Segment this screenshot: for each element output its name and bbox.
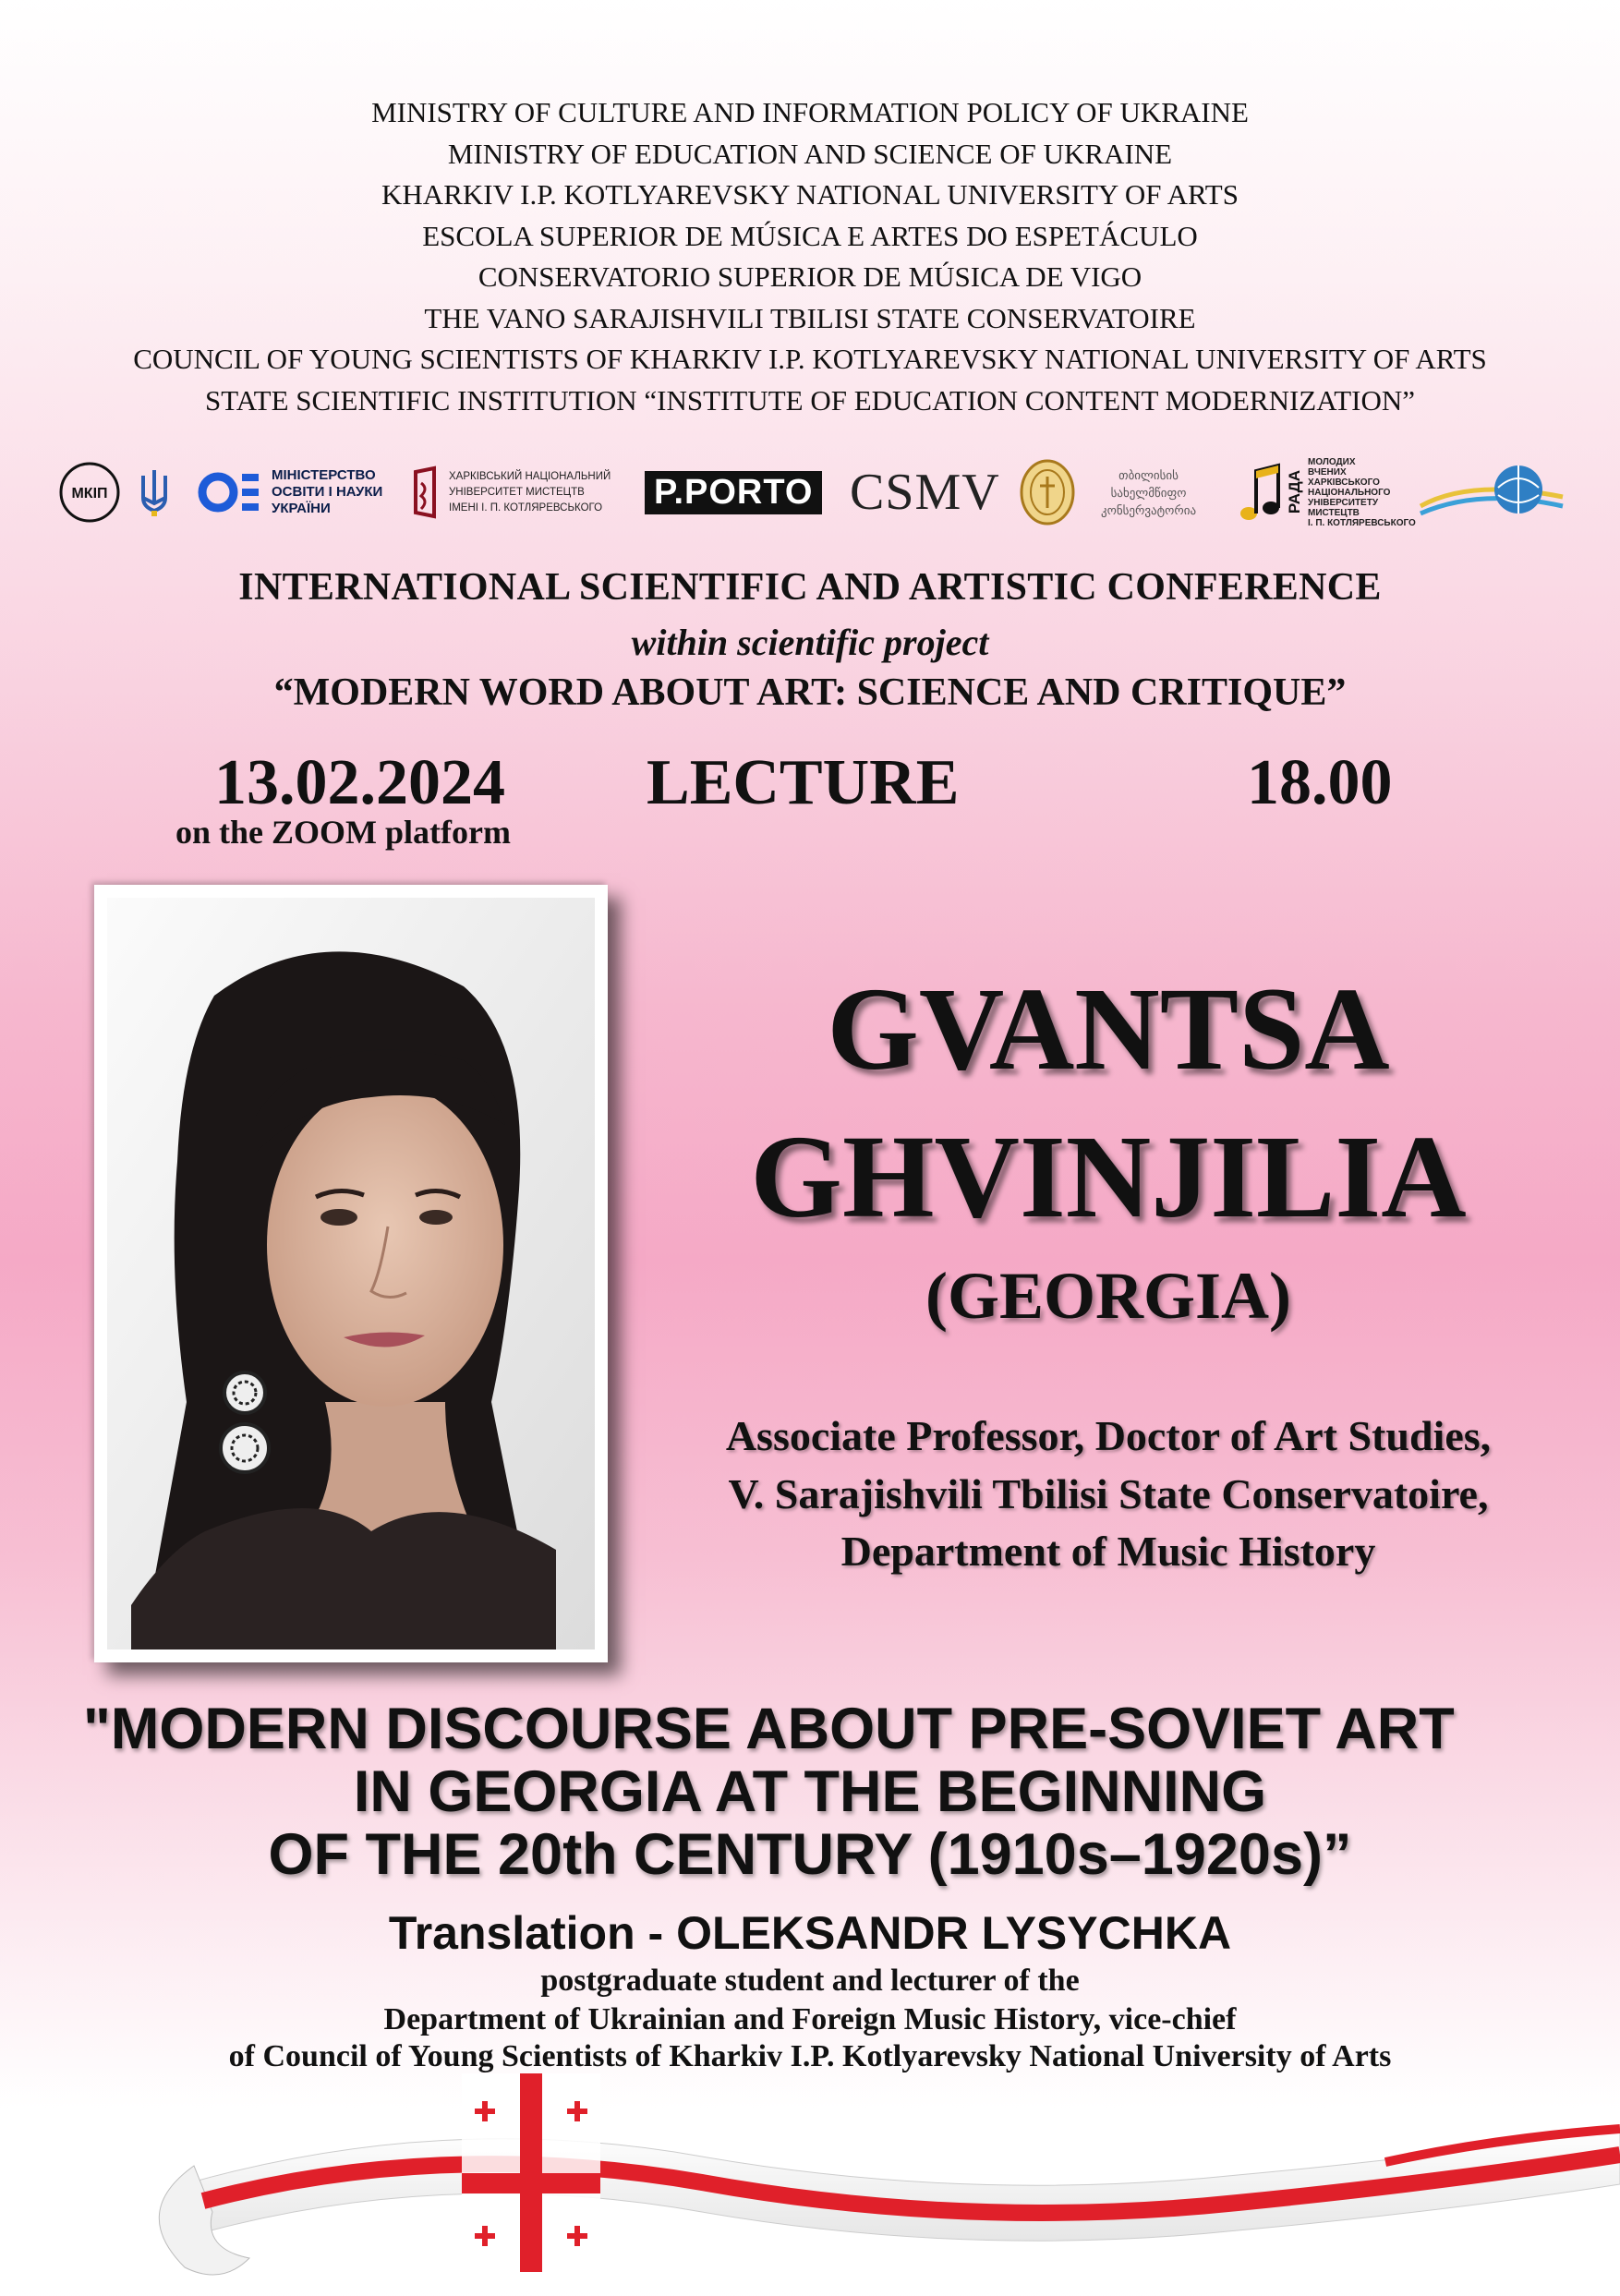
organizer-line: ESCOLA SUPERIOR DE MÚSICA E ARTES DO ESPETÁCULO [422,219,1198,252]
kharkiv-logo-line: ІМЕНІ І. П. КОТЛЯРЕВСЬКОГО [449,501,603,514]
rada-logo-line: УНІВЕРСИТЕТУ [1308,497,1379,508]
kharkiv-logo-line: ХАРКІВСЬКИЙ НАЦІОНАЛЬНИЙ [449,470,611,482]
rada-logo-line: НАЦІОНАЛЬНОГО [1308,487,1391,498]
organizer-line: STATE SCIENTIFIC INSTITUTION “INSTITUTE OF EDUCATION CONTENT MODERNIZATION” [205,383,1415,417]
speaker-position-line: Department of Music History [840,1528,1376,1575]
kharkiv-university-logo [408,451,611,534]
event-time: 18.00 [1247,747,1393,818]
event-kind: LECTURE [647,747,960,818]
georgian-flag-ribbon [0,2073,1620,2291]
csmv-logo [850,451,1000,534]
mon-logo-line: УКРАЇНИ [272,501,331,516]
project-title: “MODERN WORD ABOUT ART: SCIENCE AND CRITIQUE” [273,671,1347,714]
csmv-logo-text: CSMV [850,464,1000,521]
speaker-first-name: GVANTSA [827,963,1390,1094]
speaker-photo [94,885,608,1662]
organizer-line: COUNCIL OF YOUNG SCIENTISTS OF KHARKIV I.P. KOTLYAREVSKY NATIONAL UNIVERSITY OF ARTS [133,343,1487,375]
event-date: 13.02.2024 [214,747,505,818]
organizer-line: KHARKIV I.P. KOTLYAREVSKY NATIONAL UNIVERSITY OF ARTS [381,178,1239,211]
mon-logo-line: МІНІСТЕРСТВО [272,467,376,483]
rada-vertical-text: РАДА [1286,470,1303,514]
translator-desc-line: Department of Ukrainian and Foreign Music History, vice-chief [383,2002,1237,2036]
mon-logo-line: ОСВІТИ І НАУКИ [272,484,383,500]
lecture-topic-line: OF THE 20th CENTURY (1910s–1920s)” [268,1822,1352,1887]
porto-logo-text: P.PORTO [645,471,822,514]
conference-title: INTERNATIONAL SCIENTIFIC AND ARTISTIC CONFERENCE [238,566,1382,609]
speaker-country: (GEORGIA) [925,1259,1291,1333]
mon-ukraine-logo [198,451,382,534]
mkip-logo-text: МКІП [71,486,108,501]
organizer-line: THE VANO SARAJISHVILI TBILISI STATE CONSERVATOIRE [424,301,1196,334]
trident-icon [139,451,170,534]
conference-within: within scientific project [631,622,989,663]
lecture-topic-line: IN GEORGIA AT THE BEGINNING [353,1759,1267,1824]
organizer-line: MINISTRY OF EDUCATION AND SCIENCE OF UKRAINE [447,137,1173,170]
speaker-last-name: GHVINJILIA [750,1111,1467,1242]
rada-logo-line: МИСТЕЦТВ [1308,507,1360,518]
speaker-position-line: V. Sarajishvili Tbilisi State Conservatoire, [728,1470,1489,1517]
organizers-list [0,92,1620,421]
rada-logo-line: ВЧЕНИХ [1308,466,1347,477]
rada-logo-line: МОЛОДИХ [1308,456,1356,467]
tbilisi-logo-line: კონსერვატორია [1101,502,1197,517]
tbilisi-conservatoire-text [1101,451,1196,534]
tbilisi-logo-line: თბილისის [1118,467,1179,482]
organizer-line: CONSERVATORIO SUPERIOR DE MÚSICA DE VIGO [478,260,1142,293]
translation-title: Translation - OLEKSANDR LYSYCHKA [388,1907,1232,1959]
mkip-logo [57,451,122,534]
rada-logo-line: ХАРКІВСЬКОГО [1308,477,1380,488]
young-scientists-council-logo [1238,451,1416,534]
translator-desc-line: of Council of Young Scientists of Kharkiv I.P. Kotlyarevsky National University of Arts [228,2039,1392,2073]
tbilisi-logo-line: სახელმწიფო [1110,485,1187,500]
tbilisi-conservatoire-emblem [1018,451,1077,534]
institute-modernization-logo [1415,451,1568,534]
porto-logo [645,451,822,534]
organizer-line: MINISTRY OF CULTURE AND INFORMATION POLICY OF UKRAINE [371,96,1249,128]
kharkiv-logo-line: УНІВЕРСИТЕТ МИСТЕЦТВ [449,486,585,498]
speaker-position-line: Associate Professor, Doctor of Art Studies, [725,1412,1492,1459]
event-platform: on the ZOOM platform [175,814,511,851]
lecture-topic-line: "MODERN DISCOURSE ABOUT PRE-SOVIET ART [83,1697,1455,1761]
partner-logos-row [57,451,1572,534]
translator-desc-line: postgraduate student and lecturer of the [540,1964,1080,1998]
rada-logo-line: І. П. КОТЛЯРЕВСЬКОГО [1308,517,1416,528]
